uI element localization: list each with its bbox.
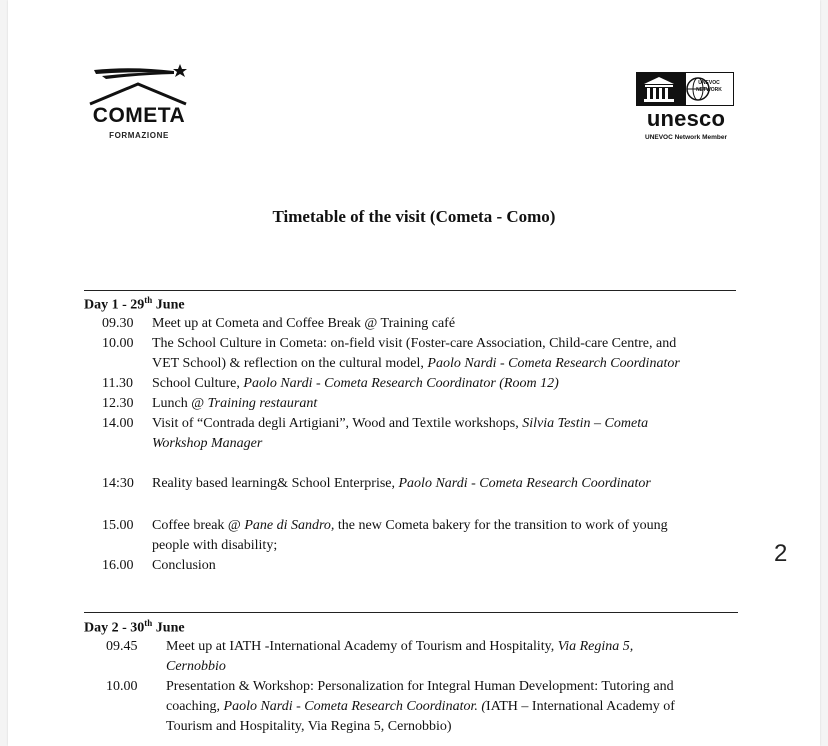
cometa-logo-icon bbox=[82, 60, 194, 142]
day2-heading: Day 2 - 30th June bbox=[84, 618, 185, 636]
day1-heading: Day 1 - 29th June bbox=[84, 295, 185, 313]
divider bbox=[84, 290, 736, 291]
page-title: Timetable of the visit (Cometa - Como) bbox=[272, 207, 556, 226]
divider bbox=[84, 612, 738, 613]
unesco-wordmark: unesco bbox=[646, 106, 726, 131]
page-number: 2 bbox=[774, 540, 788, 567]
unesco-network-member: UNEVOC Network Member bbox=[645, 134, 727, 141]
unesco-badge-text: UNEVOC NETWORK bbox=[696, 80, 722, 93]
cometa-wordmark: COMETA bbox=[92, 104, 186, 127]
cometa-subtitle: FORMAZIONE bbox=[109, 131, 169, 140]
